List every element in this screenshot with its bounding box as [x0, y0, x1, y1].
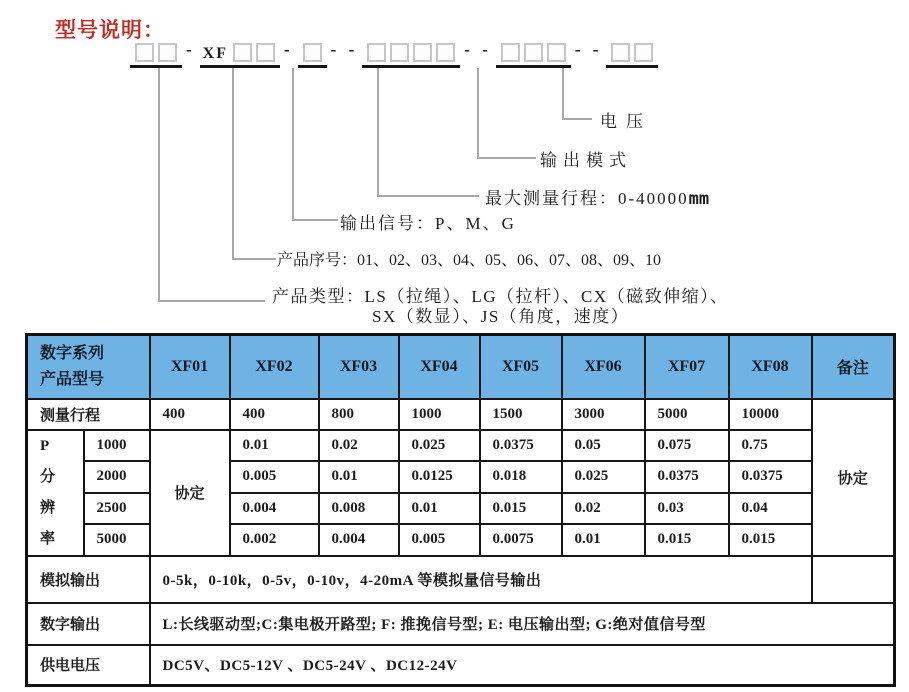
- value-cell: 0.018: [480, 461, 562, 493]
- digit-box-icon: [547, 43, 566, 62]
- value-cell: 800: [319, 399, 399, 430]
- column-header-xf08: XF08: [729, 335, 812, 399]
- digit-box-icon: [256, 43, 275, 62]
- analog-output-row: [27, 556, 895, 603]
- value-cell: 5000: [645, 399, 729, 430]
- value-cell: 400: [150, 399, 230, 430]
- digit-box-icon: [501, 43, 520, 62]
- format-group-voltage: [606, 43, 658, 68]
- column-header-xf03: XF03: [319, 335, 399, 399]
- value-cell: 0.025: [562, 461, 645, 493]
- connector-line-output-mode: [477, 68, 536, 159]
- value-cell: 0.03: [645, 493, 729, 525]
- column-header-xf01: XF01: [150, 335, 230, 399]
- row-label-power: 供电电压: [27, 645, 150, 686]
- value-cell: 0.75: [729, 430, 812, 462]
- format-group-travel: [362, 43, 460, 68]
- value-cell: 0.025: [399, 430, 480, 462]
- value-cell: 0.01: [319, 461, 399, 493]
- dash-separator: -: [186, 40, 196, 59]
- value-cell: 0.02: [562, 493, 645, 525]
- column-header-xf04: XF04: [399, 335, 480, 399]
- header-row: [27, 335, 895, 399]
- analog-output-value: 0-5k，0-10k，0-5v，0-10v，4-20mA 等模拟量信号输出: [150, 556, 812, 603]
- label-travel-unit: mm: [688, 189, 710, 209]
- digit-box-icon: [436, 43, 455, 62]
- header-line2: 产品型号: [40, 370, 105, 388]
- value-cell: 0.004: [230, 493, 319, 525]
- resolution-level: 2500: [84, 493, 150, 525]
- row-label-digital: 数字输出: [27, 603, 150, 645]
- value-cell: 0.05: [562, 430, 645, 462]
- power-supply-value: DC5V、DC5-12V 、DC5-24V 、DC12-24V: [150, 645, 895, 686]
- resolution-label-char: 辨: [40, 499, 56, 516]
- digit-box-icon: [158, 43, 177, 62]
- digit-box-icon: [413, 43, 432, 62]
- resolution-row-1000: [27, 430, 895, 462]
- value-cell: 0.01: [230, 430, 319, 462]
- dash-separator: - -: [330, 40, 359, 59]
- value-cell: 0.0075: [480, 524, 562, 556]
- label-product-serial: 产品序号：01、02、03、04、05、06、07、08、09、10: [277, 252, 662, 269]
- format-group-signal: [298, 43, 327, 68]
- digital-output-value: L:长线驱动型;C:集电极开路型; F: 推挽信号型; E: 电压输出型; G:绝对值信号型: [150, 603, 895, 645]
- dash-separator: - -: [464, 40, 492, 59]
- value-cell: 10000: [729, 399, 812, 430]
- column-header-remark: 备注: [812, 335, 895, 399]
- power-supply-row: [27, 645, 895, 686]
- label-output-mode: 输出模式: [540, 151, 632, 170]
- column-header-xf02: XF02: [230, 335, 319, 399]
- model-format-pattern: [128, 40, 660, 68]
- value-cell: 3000: [562, 399, 645, 430]
- value-cell: 0.02: [319, 430, 399, 462]
- column-header-xf07: XF07: [645, 335, 729, 399]
- value-cell: 0.004: [319, 524, 399, 556]
- value-cell: 0.005: [399, 524, 480, 556]
- connector-line-travel: [377, 68, 479, 197]
- label-max-travel: [485, 184, 709, 209]
- row-label-travel: 测量行程: [27, 399, 150, 430]
- value-cell: 0.0125: [399, 461, 480, 493]
- value-cell: 0.015: [645, 524, 729, 556]
- value-cell: 0.0375: [729, 461, 812, 493]
- label-voltage: 电压: [600, 112, 652, 131]
- spec-table: [25, 333, 896, 687]
- value-cell: 0.01: [562, 524, 645, 556]
- resolution-label-char: P: [40, 437, 50, 454]
- page-title: 型号说明：: [55, 19, 165, 42]
- column-header-xf06: XF06: [562, 335, 645, 399]
- remark-empty-cell: [812, 556, 895, 603]
- label-product-type-line2: SX（数显）、JS（角度，速度）: [372, 307, 630, 326]
- digit-box-icon: [135, 43, 154, 62]
- value-cell: 0.04: [729, 493, 812, 525]
- xf01-agreement-cell: 协定: [150, 430, 230, 556]
- value-cell: 400: [230, 399, 319, 430]
- resolution-level: 2000: [84, 461, 150, 493]
- connector-line-serial: [232, 68, 276, 260]
- digit-box-icon: [634, 43, 653, 62]
- label-product-type: [272, 287, 729, 327]
- row-label-analog: 模拟输出: [27, 556, 150, 603]
- connector-line-voltage: [562, 68, 592, 120]
- label-output-signal: 输出信号：P、M、G: [340, 214, 516, 233]
- series-prefix: XF: [202, 45, 228, 62]
- label-max-travel-text: 最大测量行程：0-40000: [485, 189, 689, 208]
- resolution-level: 5000: [84, 524, 150, 556]
- value-cell: 0.0375: [645, 461, 729, 493]
- digital-output-row: [27, 603, 895, 645]
- format-group-product-type: [130, 43, 182, 68]
- dash-separator: - -: [574, 40, 603, 59]
- connector-line-signal: [292, 68, 338, 221]
- value-cell: 0.0375: [480, 430, 562, 462]
- column-header-xf05: XF05: [480, 335, 562, 399]
- digit-box-icon: [524, 43, 543, 62]
- digit-box-icon: [367, 43, 386, 62]
- value-cell: 0.075: [645, 430, 729, 462]
- format-group-series: [200, 43, 280, 68]
- digit-box-icon: [303, 43, 322, 62]
- header-product-model: [27, 335, 150, 399]
- value-cell: 0.015: [729, 524, 812, 556]
- value-cell: 0.015: [480, 493, 562, 525]
- format-group-output-mode: [496, 43, 571, 68]
- resolution-label-char: 分: [40, 468, 56, 485]
- value-cell: 0.01: [399, 493, 480, 525]
- resolution-label-char: 率: [40, 530, 56, 547]
- header-line1: 数字系列: [40, 344, 105, 362]
- travel-row: [27, 399, 895, 430]
- digit-box-icon: [611, 43, 630, 62]
- value-cell: 1500: [480, 399, 562, 430]
- remark-agreement-cell: 协定: [812, 399, 895, 556]
- resolution-label: [27, 430, 84, 556]
- value-cell: 0.005: [230, 461, 319, 493]
- value-cell: 0.002: [230, 524, 319, 556]
- value-cell: 1000: [399, 399, 480, 430]
- value-cell: 0.008: [319, 493, 399, 525]
- digit-box-icon: [233, 43, 252, 62]
- dash-separator: -: [284, 40, 294, 59]
- label-product-type-line1: 产品类型：LS（拉绳）、LG（拉杆）、CX（磁致伸缩）、: [272, 287, 729, 306]
- digit-box-icon: [390, 43, 409, 62]
- resolution-level: 1000: [84, 430, 150, 462]
